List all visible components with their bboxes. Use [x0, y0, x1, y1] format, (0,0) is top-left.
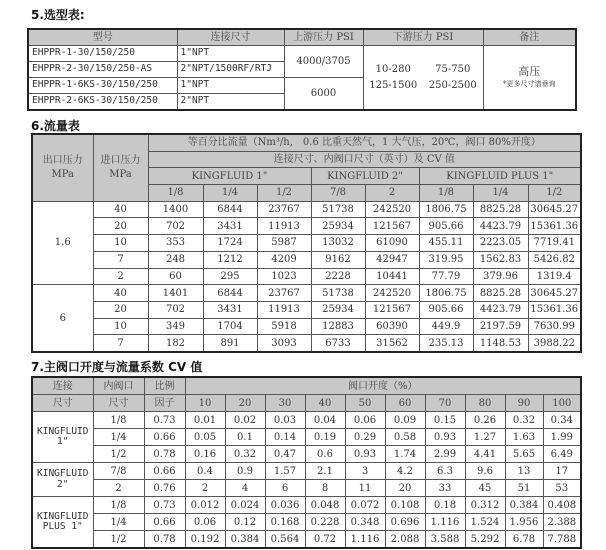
- flow-value-cell: 60390: [365, 318, 419, 335]
- flow-value-cell: 1148.53: [473, 335, 528, 352]
- downstream-range: 125-1500: [369, 80, 418, 91]
- cv-table: [31, 376, 582, 549]
- cv-value-cell: 1.956: [505, 514, 543, 531]
- cv-value-cell: 0.72: [305, 531, 345, 549]
- opening-header: 90: [505, 395, 543, 412]
- connection-size: 2": [57, 478, 69, 490]
- cv-value-cell: 0.29: [345, 429, 385, 446]
- table-row: [32, 480, 581, 497]
- flow-value-cell: 1319.4: [528, 268, 581, 285]
- table-row: [32, 335, 581, 352]
- cv-value-cell: 1.74: [385, 446, 425, 463]
- cv-value-cell: 0.072: [345, 497, 385, 514]
- cv-value-cell: 51: [505, 480, 543, 497]
- connection-size-cell: [32, 412, 93, 463]
- flow-value-cell: 11913: [257, 301, 311, 318]
- subsize-header: 1/2: [528, 185, 581, 202]
- opening-header: 20: [225, 395, 265, 412]
- subsize-header: 1/2: [257, 185, 311, 202]
- flow-value-cell: 23767: [257, 201, 311, 218]
- inlet-unit: MPa: [109, 169, 132, 181]
- flow-value-cell: 77.79: [419, 268, 473, 285]
- table-row: [32, 235, 581, 252]
- flow-value-cell: 379.96: [473, 268, 528, 285]
- flow-value-cell: 23767: [257, 285, 311, 302]
- cv-value-cell: 0.93: [345, 446, 385, 463]
- cv-value-cell: 0.58: [385, 429, 425, 446]
- flow-value-cell: 3093: [257, 335, 311, 352]
- outlet-label: 出口压力: [42, 155, 83, 167]
- model-cell: EHPPR-1-30/150/250: [28, 46, 177, 62]
- cv-value-cell: 0.32: [505, 412, 543, 429]
- cv-value-cell: 0.9: [225, 463, 265, 480]
- opening-header: 30: [265, 395, 305, 412]
- connection-size-cell: [32, 497, 93, 549]
- ratio-cell: 0.73: [144, 497, 185, 514]
- flow-value-cell: 905.66: [419, 218, 473, 235]
- cv-value-cell: 0.012: [185, 497, 225, 514]
- flow-value-cell: 25934: [311, 301, 365, 318]
- cv-value-cell: 7.788: [543, 531, 581, 549]
- remark-cell: [483, 46, 576, 111]
- flow-value-cell: 61090: [365, 235, 419, 252]
- cv-value-cell: 1.57: [265, 463, 305, 480]
- table-row: [32, 531, 581, 549]
- cv-value-cell: 2.1: [305, 463, 345, 480]
- flow-value-cell: 9162: [311, 251, 365, 268]
- cv-value-cell: 8: [305, 480, 345, 497]
- flow-value-cell: 2228: [311, 268, 365, 285]
- inlet-pressure-cell: 40: [93, 285, 148, 302]
- flow-value-cell: 4423.79: [473, 301, 528, 318]
- cv-value-cell: 4.41: [465, 446, 505, 463]
- downstream-range: 250-2500: [428, 80, 477, 91]
- opening-header: 70: [425, 395, 465, 412]
- flow-value-cell: 455.11: [419, 235, 473, 252]
- cv-value-cell: 4.2: [385, 463, 425, 480]
- flow-value-cell: 449.9: [419, 318, 473, 335]
- inner-size-cell: 1/8: [93, 412, 144, 429]
- col-header-inlet: [93, 134, 148, 201]
- flow-value-cell: 121567: [365, 218, 419, 235]
- cv-value-cell: 20: [385, 480, 425, 497]
- section-7-title: 7.主阀口开度与流量系数 CV 值: [31, 360, 203, 374]
- cv-value-cell: 1.99: [543, 429, 581, 446]
- cv-value-cell: 3.588: [425, 531, 465, 549]
- cv-value-cell: 0.168: [265, 514, 305, 531]
- inlet-pressure-cell: 20: [93, 218, 148, 235]
- flow-value-cell: 5987: [257, 235, 311, 252]
- inlet-pressure-cell: 10: [93, 318, 148, 335]
- inner-size-cell: 1/4: [93, 429, 144, 446]
- flow-value-cell: 12883: [311, 318, 365, 335]
- cv-value-cell: 17: [543, 463, 581, 480]
- flow-conditions-header: 等百分比流量（Nm³/h, 0.6 比重天然气，1 大气压，20℃，阀口 80%开度）: [148, 134, 581, 151]
- connection-cell: 2"NPT/1500RF/RTJ: [177, 62, 284, 78]
- cv-value-cell: 2.99: [425, 446, 465, 463]
- flow-value-cell: 1806.75: [419, 201, 473, 218]
- cv-value-cell: 0.15: [425, 412, 465, 429]
- flow-value-cell: 8825.28: [473, 285, 528, 302]
- cv-value-cell: 0.312: [465, 497, 505, 514]
- col-header-connection: 尺寸: [32, 395, 93, 412]
- table-row: [32, 251, 581, 268]
- flow-value-cell: 1401: [148, 285, 203, 302]
- ratio-cell: 0.66: [144, 429, 185, 446]
- flow-value-cell: 15361.36: [528, 301, 581, 318]
- size-cv-header: 连接尺寸、内阀口尺寸（英寸）及 CV 值: [148, 151, 581, 168]
- cv-value-cell: 2.088: [385, 531, 425, 549]
- downstream-cell: [363, 46, 483, 111]
- cv-value-cell: 0.696: [385, 514, 425, 531]
- cv-value-cell: 0.108: [385, 497, 425, 514]
- table-row: [28, 46, 576, 62]
- connection-size: PLUS 1": [42, 521, 83, 532]
- flow-value-cell: 1023: [257, 268, 311, 285]
- outlet-pressure-cell: 1.6: [32, 201, 93, 284]
- col-header-connection: 连接: [32, 377, 93, 395]
- cv-value-cell: 0.06: [345, 412, 385, 429]
- table-row: [32, 429, 581, 446]
- table-row: [32, 463, 581, 480]
- cv-value-cell: 0.03: [265, 412, 305, 429]
- flow-value-cell: 1400: [148, 201, 203, 218]
- opening-header: 100: [543, 395, 581, 412]
- col-header-model: 型号: [28, 29, 177, 46]
- cv-value-cell: 1.116: [425, 514, 465, 531]
- table-header-row: [32, 395, 581, 412]
- flow-value-cell: 891: [203, 335, 257, 352]
- flow-value-cell: 1212: [203, 251, 257, 268]
- table-header-row: [32, 134, 581, 151]
- flow-value-cell: 30645.27: [528, 201, 581, 218]
- flow-value-cell: 235.13: [419, 335, 473, 352]
- flow-value-cell: 4209: [257, 251, 311, 268]
- table-row: [32, 218, 581, 235]
- flow-value-cell: 3431: [203, 218, 257, 235]
- ratio-cell: 0.78: [144, 446, 185, 463]
- flow-value-cell: 702: [148, 301, 203, 318]
- model-cell: EHPPR-1-6KS-30/150/250: [28, 78, 177, 94]
- inlet-pressure-cell: 20: [93, 301, 148, 318]
- outlet-pressure-cell: 6: [32, 285, 93, 352]
- remark-text: 高压: [518, 65, 541, 79]
- cv-value-cell: 0.18: [425, 497, 465, 514]
- model-cell: EHPPR-2-6KS-30/150/250: [28, 94, 177, 111]
- flow-value-cell: 31562: [365, 335, 419, 352]
- cv-value-cell: 0.06: [185, 514, 225, 531]
- cv-value-cell: 6.3: [425, 463, 465, 480]
- inner-size-cell: 1/2: [93, 446, 144, 463]
- cv-value-cell: 0.348: [345, 514, 385, 531]
- selection-table: [27, 28, 577, 111]
- opening-header: 60: [385, 395, 425, 412]
- col-header-inner: 内阀口: [93, 377, 144, 395]
- cv-value-cell: 45: [465, 480, 505, 497]
- cv-value-cell: 5.65: [505, 446, 543, 463]
- inlet-pressure-cell: 7: [93, 251, 148, 268]
- cv-value-cell: 6.78: [505, 531, 543, 549]
- downstream-range: 75-750: [435, 64, 471, 75]
- cv-value-cell: 13: [505, 463, 543, 480]
- downstream-range: 10-280: [375, 64, 411, 75]
- cv-value-cell: 0.14: [265, 429, 305, 446]
- cv-value-cell: 1.116: [345, 531, 385, 549]
- group-header: KINGFLUID 1": [148, 168, 311, 185]
- ratio-cell: 0.76: [144, 480, 185, 497]
- cv-value-cell: 0.02: [225, 412, 265, 429]
- cv-value-cell: 11: [345, 480, 385, 497]
- flow-value-cell: 4423.79: [473, 218, 528, 235]
- flow-value-cell: 248: [148, 251, 203, 268]
- cv-value-cell: 53: [543, 480, 581, 497]
- inlet-pressure-cell: 10: [93, 235, 148, 252]
- cv-value-cell: 0.036: [265, 497, 305, 514]
- cv-value-cell: 2: [185, 480, 225, 497]
- flow-value-cell: 1724: [203, 235, 257, 252]
- table-row: [32, 497, 581, 514]
- opening-header: 80: [465, 395, 505, 412]
- cv-value-cell: 33: [425, 480, 465, 497]
- cv-value-cell: 4: [225, 480, 265, 497]
- inlet-pressure-cell: 40: [93, 201, 148, 218]
- ratio-cell: 0.66: [144, 463, 185, 480]
- inlet-pressure-cell: 7: [93, 335, 148, 352]
- cv-value-cell: 0.34: [543, 412, 581, 429]
- flow-value-cell: 349: [148, 318, 203, 335]
- flow-value-cell: 15361.36: [528, 218, 581, 235]
- flow-value-cell: 8825.28: [473, 201, 528, 218]
- ratio-cell: 0.73: [144, 412, 185, 429]
- cv-value-cell: 0.384: [505, 497, 543, 514]
- table-row: [32, 301, 581, 318]
- inner-size-cell: 1/4: [93, 514, 144, 531]
- cv-value-cell: 3: [345, 463, 385, 480]
- subsize-header: 7/8: [311, 185, 365, 202]
- connection-name: KINGFLUID: [37, 425, 89, 437]
- cv-value-cell: 0.47: [265, 446, 305, 463]
- table-row: [32, 268, 581, 285]
- connection-name: KINGFLUID: [37, 468, 89, 480]
- cv-value-cell: 0.01: [185, 412, 225, 429]
- ratio-cell: 0.66: [144, 514, 185, 531]
- flow-value-cell: 13032: [311, 235, 365, 252]
- cv-value-cell: 9.6: [465, 463, 505, 480]
- table-row: [32, 412, 581, 429]
- flow-value-cell: 42947: [365, 251, 419, 268]
- flow-value-cell: 1704: [203, 318, 257, 335]
- model-cell: EHPPR-2-30/150/250-AS: [28, 62, 177, 78]
- col-header-outlet: [32, 134, 93, 201]
- cv-value-cell: 0.93: [425, 429, 465, 446]
- flow-value-cell: 242520: [365, 201, 419, 218]
- flow-value-cell: 182: [148, 335, 203, 352]
- flow-value-cell: 3431: [203, 301, 257, 318]
- col-header-connection: 连接尺寸: [177, 29, 284, 46]
- flow-value-cell: 1562.83: [473, 251, 528, 268]
- cv-value-cell: 0.6: [305, 446, 345, 463]
- flow-value-cell: 3988.22: [528, 335, 581, 352]
- cv-value-cell: 0.1: [225, 429, 265, 446]
- outlet-unit: MPa: [51, 169, 74, 181]
- group-header: KINGFLUID 2": [311, 168, 419, 185]
- flow-value-cell: 1806.75: [419, 285, 473, 302]
- flow-value-cell: 30645.27: [528, 285, 581, 302]
- flow-value-cell: 51738: [311, 285, 365, 302]
- cv-value-cell: 1.524: [465, 514, 505, 531]
- flow-value-cell: 11913: [257, 218, 311, 235]
- flow-value-cell: 319.95: [419, 251, 473, 268]
- cv-value-cell: 5.292: [465, 531, 505, 549]
- col-header-ratio: 比例: [144, 377, 185, 395]
- connection-cell: 2"NPT: [177, 94, 284, 111]
- flow-value-cell: 6733: [311, 335, 365, 352]
- cv-value-cell: 2.388: [543, 514, 581, 531]
- connection-name: KINGFLUID: [37, 510, 89, 522]
- flow-value-cell: 2197.59: [473, 318, 528, 335]
- cv-value-cell: 0.228: [305, 514, 345, 531]
- cv-value-cell: 0.16: [185, 446, 225, 463]
- cv-value-cell: 6: [265, 480, 305, 497]
- col-header-remark: 备注: [483, 29, 576, 46]
- inner-size-cell: 2: [93, 480, 144, 497]
- section-5-title: 5.选型表:: [31, 8, 85, 22]
- upstream-cell: 4000/3705: [284, 46, 363, 78]
- remark-note: *更多尺寸请垂询: [503, 80, 556, 89]
- subsize-header: 2: [365, 185, 419, 202]
- table-header-row: [32, 377, 581, 395]
- flow-value-cell: 702: [148, 218, 203, 235]
- inner-size-cell: 1/2: [93, 531, 144, 549]
- upstream-cell: 6000: [284, 78, 363, 111]
- subsize-header: 1/8: [148, 185, 203, 202]
- flow-value-cell: 10441: [365, 268, 419, 285]
- col-header-opening: 阀口开度（%）: [185, 377, 581, 395]
- cv-value-cell: 0.408: [543, 497, 581, 514]
- ratio-cell: 0.78: [144, 531, 185, 549]
- col-header-upstream: 上游压力 PSI: [284, 29, 363, 46]
- table-row: [32, 318, 581, 335]
- flow-value-cell: 905.66: [419, 301, 473, 318]
- cv-value-cell: 0.04: [305, 412, 345, 429]
- cv-value-cell: 0.05: [185, 429, 225, 446]
- group-header: KINGFLUID PLUS 1": [419, 168, 581, 185]
- opening-header: 10: [185, 395, 225, 412]
- cv-value-cell: 0.19: [305, 429, 345, 446]
- flow-value-cell: 25934: [311, 218, 365, 235]
- flow-value-cell: 242520: [365, 285, 419, 302]
- subsize-header: 1/8: [419, 185, 473, 202]
- opening-header: 50: [345, 395, 385, 412]
- section-6-title: 6.流量表: [31, 119, 80, 133]
- cv-value-cell: 0.12: [225, 514, 265, 531]
- inner-size-cell: 7/8: [93, 463, 144, 480]
- connection-size-cell: [32, 463, 93, 497]
- cv-value-cell: 6.49: [543, 446, 581, 463]
- cv-value-cell: 0.024: [225, 497, 265, 514]
- flow-value-cell: 5426.82: [528, 251, 581, 268]
- subsize-header: 1/4: [203, 185, 257, 202]
- flow-value-cell: 51738: [311, 201, 365, 218]
- table-row: [32, 201, 581, 218]
- col-header-inner: 尺寸: [93, 395, 144, 412]
- flow-value-cell: 2223.05: [473, 235, 528, 252]
- flow-value-cell: 121567: [365, 301, 419, 318]
- subsize-header: 1/4: [473, 185, 528, 202]
- inlet-pressure-cell: 2: [93, 268, 148, 285]
- flow-value-cell: 5918: [257, 318, 311, 335]
- flow-value-cell: 7630.99: [528, 318, 581, 335]
- cv-value-cell: 0.192: [185, 531, 225, 549]
- table-row: [32, 285, 581, 302]
- connection-cell: 1"NPT: [177, 78, 284, 94]
- flow-value-cell: 295: [203, 268, 257, 285]
- connection-size: 1": [57, 436, 69, 447]
- flow-value-cell: 6844: [203, 285, 257, 302]
- inlet-label: 进口压力: [100, 155, 141, 167]
- flow-value-cell: 60: [148, 268, 203, 285]
- opening-header: 40: [305, 395, 345, 412]
- cv-value-cell: 0.564: [265, 531, 305, 549]
- cv-value-cell: 0.26: [465, 412, 505, 429]
- col-header-ratio: 因子: [144, 395, 185, 412]
- inner-size-cell: 1/8: [93, 497, 144, 514]
- flow-value-cell: 6844: [203, 201, 257, 218]
- cv-value-cell: 0.048: [305, 497, 345, 514]
- flow-table: [31, 133, 582, 353]
- cv-value-cell: 0.384: [225, 531, 265, 549]
- cv-value-cell: 0.32: [225, 446, 265, 463]
- cv-value-cell: 1.27: [465, 429, 505, 446]
- table-row: [32, 514, 581, 531]
- cv-value-cell: 0.09: [385, 412, 425, 429]
- cv-value-cell: 0.4: [185, 463, 225, 480]
- col-header-downstream: 下游压力 PSI: [363, 29, 483, 46]
- flow-value-cell: 7719.41: [528, 235, 581, 252]
- connection-cell: 1"NPT: [177, 46, 284, 62]
- table-header-row: [28, 29, 576, 46]
- cv-value-cell: 1.63: [505, 429, 543, 446]
- flow-value-cell: 353: [148, 235, 203, 252]
- table-row: [32, 446, 581, 463]
